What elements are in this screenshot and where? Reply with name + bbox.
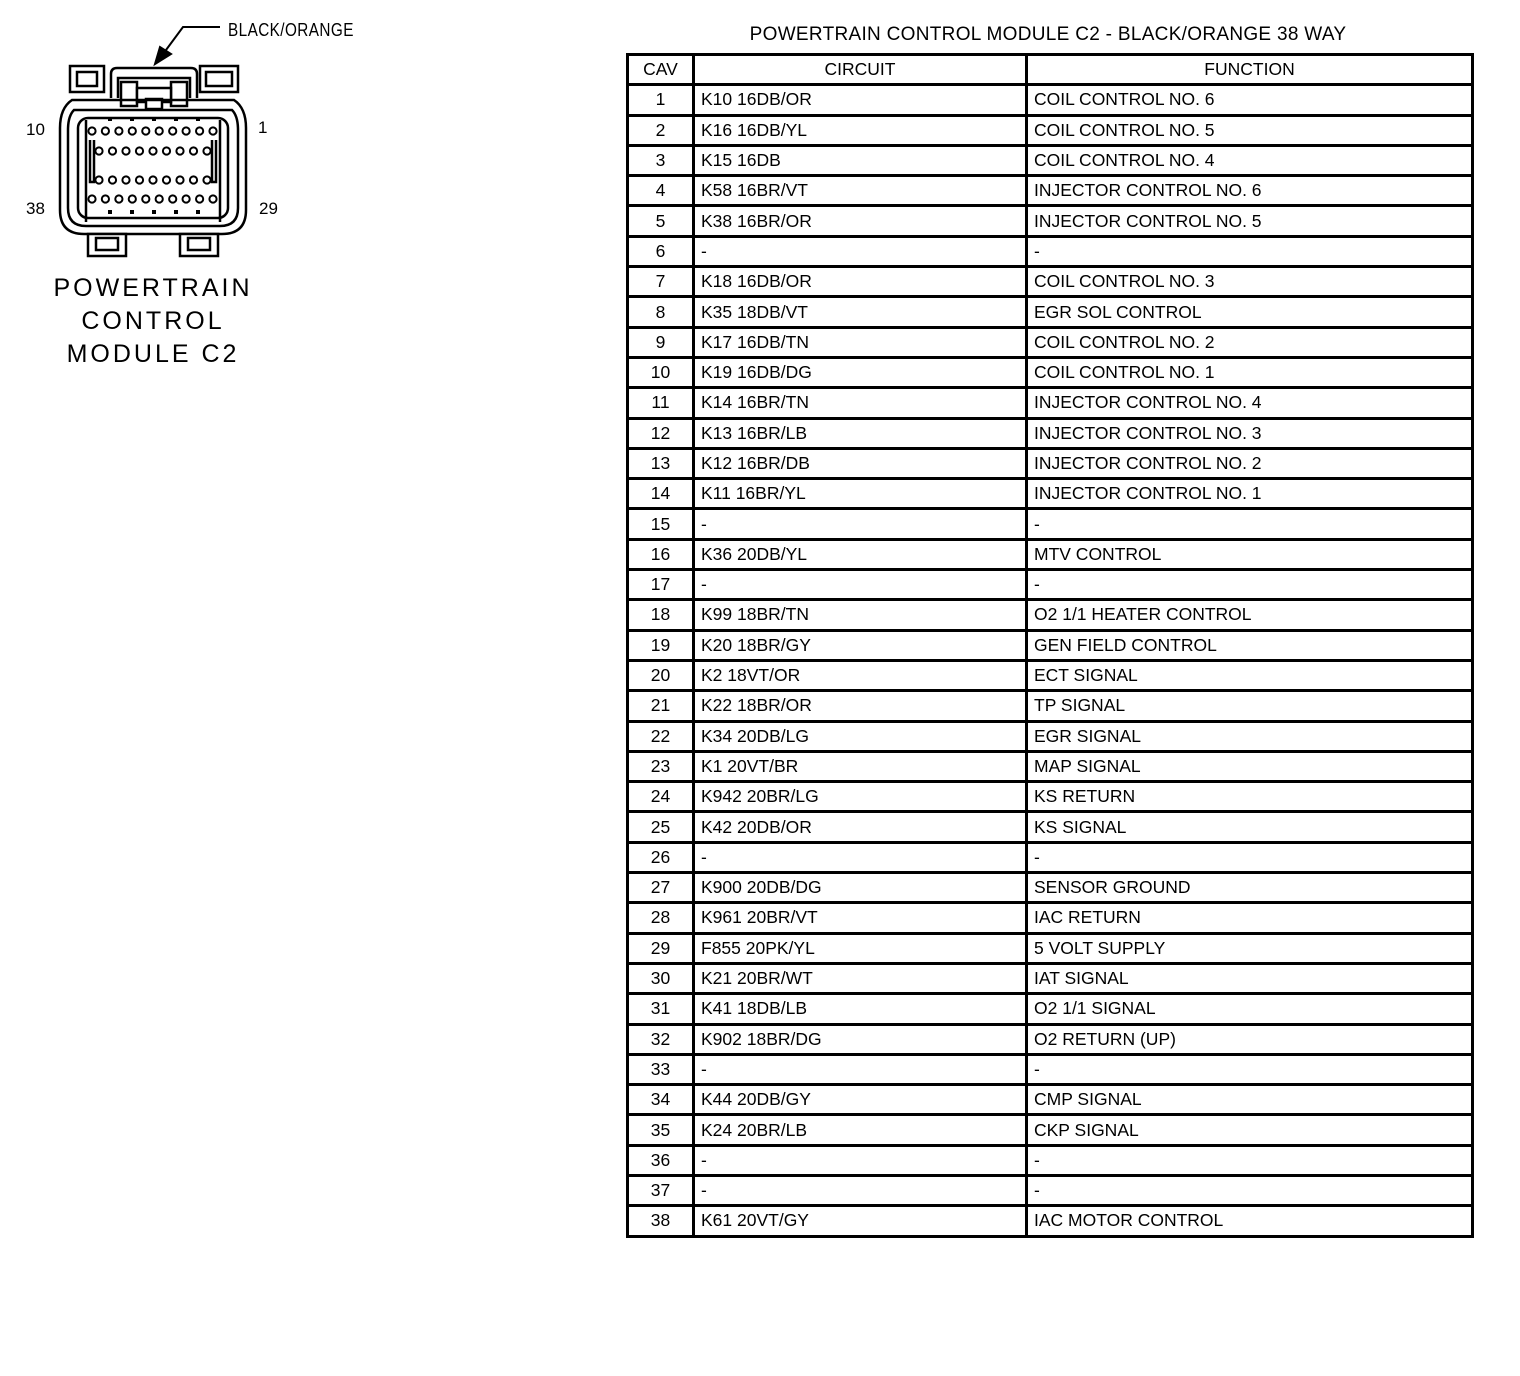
pin-cavity [176,176,183,183]
cav-cell: 17 [628,570,694,600]
cav-cell: 33 [628,1054,694,1084]
circuit-cell: K900 20DB/DG [694,873,1027,903]
cav-cell: 12 [628,418,694,448]
table-row [628,85,1473,115]
function-cell: SENSOR GROUND [1027,873,1473,903]
pin-cavity [190,176,197,183]
wire-color-label: BLACK/ORANGE [228,20,354,40]
cav-cell: 29 [628,933,694,963]
table-header-row [628,55,1473,85]
table-row [628,1175,1473,1205]
pin-cavity [169,195,176,202]
cav-cell: 32 [628,1024,694,1054]
function-cell: COIL CONTROL NO. 1 [1027,357,1473,387]
table-row [628,327,1473,357]
table-row [628,903,1473,933]
cav-cell: 15 [628,509,694,539]
function-cell: MAP SIGNAL [1027,751,1473,781]
table-row [628,115,1473,145]
circuit-cell: K22 18BR/OR [694,691,1027,721]
table-row [628,842,1473,872]
cav-cell: 4 [628,176,694,206]
table-row [628,570,1473,600]
header-function: FUNCTION [1027,55,1473,85]
connector-diagram [0,0,600,400]
pin-cavity [176,147,183,154]
table-row [628,1054,1473,1084]
pin-cavity [203,176,210,183]
cav-cell: 27 [628,873,694,903]
pinout-rows [628,85,1473,1236]
cavity-key-mark [196,117,200,121]
bottom-latch-tabs [88,234,218,256]
cavity-key-mark [130,210,134,214]
cav-cell: 26 [628,842,694,872]
circuit-cell: K38 16BR/OR [694,206,1027,236]
table-row [628,479,1473,509]
table-row [628,873,1473,903]
pin-cavity [209,195,216,202]
cav-cell: 21 [628,691,694,721]
circuit-cell: K42 20DB/OR [694,812,1027,842]
cavity-key-mark [174,117,178,121]
table-title: POWERTRAIN CONTROL MODULE C2 - BLACK/ORANGE 38 WAY [749,24,1347,45]
function-cell: MTV CONTROL [1027,539,1473,569]
circuit-cell: K16 16DB/YL [694,115,1027,145]
connector-name-line-1: POWERTRAIN [53,274,253,302]
pin-number-38-label: 38 [26,199,45,218]
function-cell: - [1027,1054,1473,1084]
cav-cell: 25 [628,812,694,842]
function-cell: TP SIGNAL [1027,691,1473,721]
table-row [628,1085,1473,1115]
pin-cavity [183,127,190,134]
connector-name-line-2: CONTROL [81,307,225,335]
table-row [628,1024,1473,1054]
cav-cell: 35 [628,1115,694,1145]
pin-cavity [95,176,102,183]
table-row [628,600,1473,630]
pin-cavities [88,117,216,214]
function-cell: O2 1/1 HEATER CONTROL [1027,600,1473,630]
circuit-cell: K21 20BR/WT [694,963,1027,993]
cavity-key-mark [108,210,112,214]
circuit-cell: K34 20DB/LG [694,721,1027,751]
circuit-cell: K961 20BR/VT [694,903,1027,933]
pin-cavity [136,147,143,154]
pinout-table [626,53,1474,1238]
pin-cavity [196,127,203,134]
table-row [628,509,1473,539]
pin-cavity [142,127,149,134]
cav-cell: 7 [628,267,694,297]
pin-number-29-label: 29 [259,199,278,218]
pin-cavity [196,195,203,202]
table-row [628,236,1473,266]
function-cell: INJECTOR CONTROL NO. 5 [1027,206,1473,236]
function-cell: COIL CONTROL NO. 4 [1027,145,1473,175]
circuit-cell: K44 20DB/GY [694,1085,1027,1115]
pin-cavity [122,176,129,183]
table-row [628,418,1473,448]
pin-cavity [209,127,216,134]
function-cell: - [1027,842,1473,872]
function-cell: IAT SIGNAL [1027,963,1473,993]
circuit-cell: K902 18BR/DG [694,1024,1027,1054]
table-row [628,448,1473,478]
circuit-cell: K99 18BR/TN [694,600,1027,630]
function-cell: COIL CONTROL NO. 6 [1027,85,1473,115]
table-row [628,1206,1473,1236]
header-cav: CAV [628,55,694,85]
cavity-key-mark [196,210,200,214]
function-cell: IAC MOTOR CONTROL [1027,1206,1473,1236]
function-cell: INJECTOR CONTROL NO. 3 [1027,418,1473,448]
cav-cell: 37 [628,1175,694,1205]
cav-cell: 13 [628,448,694,478]
table-row [628,660,1473,690]
cav-cell: 9 [628,327,694,357]
cav-cell: 23 [628,751,694,781]
function-cell: O2 1/1 SIGNAL [1027,994,1473,1024]
table-row [628,933,1473,963]
cav-cell: 20 [628,660,694,690]
top-latch-tabs [70,66,238,109]
circuit-cell: - [694,570,1027,600]
table-row [628,630,1473,660]
function-cell: CKP SIGNAL [1027,1115,1473,1145]
function-cell: COIL CONTROL NO. 3 [1027,267,1473,297]
function-cell: KS RETURN [1027,782,1473,812]
function-cell: EGR SOL CONTROL [1027,297,1473,327]
cav-cell: 5 [628,206,694,236]
cav-cell: 1 [628,85,694,115]
function-cell: COIL CONTROL NO. 5 [1027,115,1473,145]
table-row [628,206,1473,236]
wire-color-leader [155,27,220,64]
connector-name-line-3: MODULE C2 [66,340,240,368]
pin-cavity [190,147,197,154]
cavity-key-mark [152,117,156,121]
circuit-cell: - [694,509,1027,539]
pin-cavity [122,147,129,154]
pin-cavity [88,195,95,202]
function-cell: KS SIGNAL [1027,812,1473,842]
circuit-cell: K35 18DB/VT [694,297,1027,327]
table-row [628,691,1473,721]
cav-cell: 36 [628,1145,694,1175]
function-cell: IAC RETURN [1027,903,1473,933]
cav-cell: 14 [628,479,694,509]
circuit-cell: K17 16DB/TN [694,327,1027,357]
table-row [628,782,1473,812]
table-row [628,721,1473,751]
cav-cell: 28 [628,903,694,933]
cav-cell: 10 [628,357,694,387]
cav-cell: 6 [628,236,694,266]
circuit-cell: K41 18DB/LB [694,994,1027,1024]
pin-cavity [142,195,149,202]
circuit-cell: K11 16BR/YL [694,479,1027,509]
table-row [628,297,1473,327]
function-cell: CMP SIGNAL [1027,1085,1473,1115]
circuit-cell: K18 16DB/OR [694,267,1027,297]
cav-cell: 34 [628,1085,694,1115]
circuit-cell: K61 20VT/GY [694,1206,1027,1236]
function-cell: 5 VOLT SUPPLY [1027,933,1473,963]
cav-cell: 30 [628,963,694,993]
pin-cavity [102,127,109,134]
circuit-cell: - [694,1145,1027,1175]
pin-cavity [163,147,170,154]
function-cell: INJECTOR CONTROL NO. 1 [1027,479,1473,509]
table-row [628,751,1473,781]
table-row [628,994,1473,1024]
pin-number-10-label: 10 [26,120,45,139]
pin-cavity [183,195,190,202]
circuit-cell: K15 16DB [694,145,1027,175]
function-cell: - [1027,236,1473,266]
function-cell: - [1027,1175,1473,1205]
cav-cell: 38 [628,1206,694,1236]
pin-cavity [102,195,109,202]
table-row [628,1115,1473,1145]
cavity-key-mark [130,117,134,121]
circuit-cell: K13 16BR/LB [694,418,1027,448]
function-cell: INJECTOR CONTROL NO. 2 [1027,448,1473,478]
function-cell: ECT SIGNAL [1027,660,1473,690]
pin-cavity [156,195,163,202]
pin-number-1-label: 1 [258,118,268,137]
cavity-key-mark [108,117,112,121]
pin-cavity [115,127,122,134]
cav-cell: 31 [628,994,694,1024]
pin-cavity [109,176,116,183]
function-cell: INJECTOR CONTROL NO. 4 [1027,388,1473,418]
function-cell: COIL CONTROL NO. 2 [1027,327,1473,357]
pin-cavity [163,176,170,183]
table-row [628,388,1473,418]
table-row [628,812,1473,842]
cavity-key-mark [152,210,156,214]
circuit-cell: K1 20VT/BR [694,751,1027,781]
circuit-cell: K14 16BR/TN [694,388,1027,418]
cav-cell: 22 [628,721,694,751]
circuit-cell: K20 18BR/GY [694,630,1027,660]
circuit-cell: K942 20BR/LG [694,782,1027,812]
function-cell: GEN FIELD CONTROL [1027,630,1473,660]
function-cell: - [1027,1145,1473,1175]
header-circuit: CIRCUIT [694,55,1027,85]
cav-cell: 24 [628,782,694,812]
cav-cell: 18 [628,600,694,630]
pin-cavity [203,147,210,154]
table-row [628,539,1473,569]
pin-cavity [156,127,163,134]
function-cell: INJECTOR CONTROL NO. 6 [1027,176,1473,206]
cav-cell: 16 [628,539,694,569]
cav-cell: 3 [628,145,694,175]
function-cell: - [1027,570,1473,600]
pin-cavity [129,127,136,134]
pin-cavity [169,127,176,134]
circuit-cell: K19 16DB/DG [694,357,1027,387]
connector-name [40,272,266,371]
circuit-cell: - [694,1054,1027,1084]
circuit-cell: K2 18VT/OR [694,660,1027,690]
cav-cell: 8 [628,297,694,327]
circuit-cell: - [694,1175,1027,1205]
table-row [628,145,1473,175]
function-cell: O2 RETURN (UP) [1027,1024,1473,1054]
cav-cell: 11 [628,388,694,418]
pin-cavity [129,195,136,202]
circuit-cell: K36 20DB/YL [694,539,1027,569]
function-cell: EGR SIGNAL [1027,721,1473,751]
pin-cavity [115,195,122,202]
pin-cavity [88,127,95,134]
table-row [628,963,1473,993]
pin-cavity [136,176,143,183]
circuit-cell: - [694,236,1027,266]
function-cell: - [1027,509,1473,539]
circuit-cell: K24 20BR/LB [694,1115,1027,1145]
circuit-cell: K10 16DB/OR [694,85,1027,115]
circuit-cell: K58 16BR/VT [694,176,1027,206]
cavity-key-mark [174,210,178,214]
pin-cavity [149,176,156,183]
circuit-cell: K12 16BR/DB [694,448,1027,478]
circuit-cell: - [694,842,1027,872]
pin-cavity [149,147,156,154]
table-row [628,357,1473,387]
cav-cell: 19 [628,630,694,660]
circuit-cell: F855 20PK/YL [694,933,1027,963]
table-row [628,176,1473,206]
cav-cell: 2 [628,115,694,145]
table-row [628,267,1473,297]
pin-cavity [109,147,116,154]
pin-cavity [95,147,102,154]
table-row [628,1145,1473,1175]
